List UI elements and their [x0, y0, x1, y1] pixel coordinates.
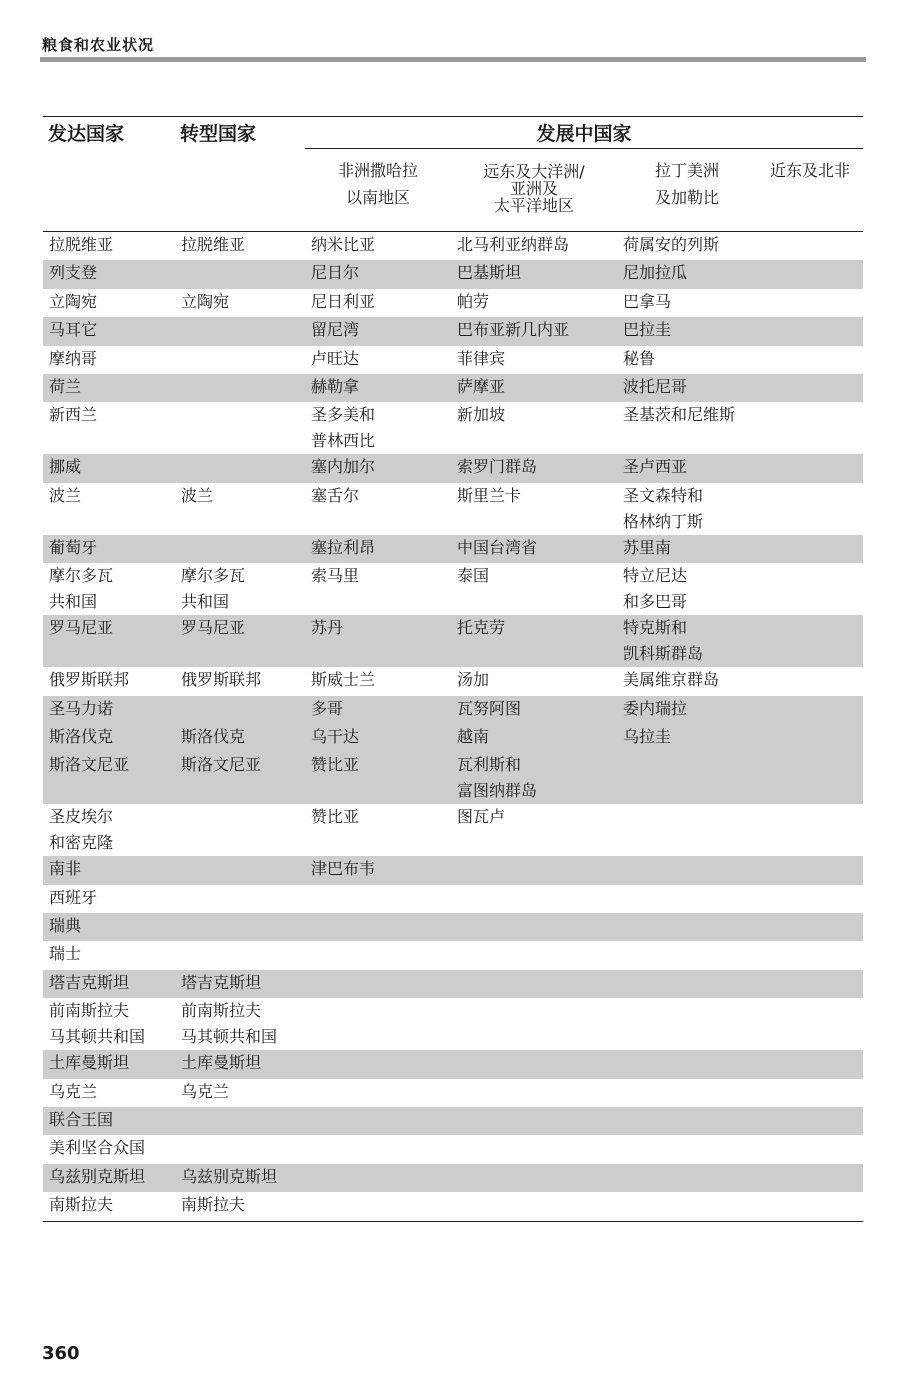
cell-latin-america: 乌拉圭	[617, 724, 757, 752]
cell-latin-america	[617, 998, 757, 1050]
cell-sub-saharan-africa: 赞比亚	[305, 752, 451, 804]
cell-latin-america: 巴拉圭	[617, 317, 757, 345]
cell-sub-saharan-africa: 乌干达	[305, 724, 451, 752]
cell-developed: 圣马力诺	[43, 696, 175, 724]
table-row	[43, 563, 863, 615]
cell-latin-america	[617, 1164, 757, 1192]
cell-sub-saharan-africa: 多哥	[305, 696, 451, 724]
cell-sub-saharan-africa	[305, 1164, 451, 1192]
cell-sub-saharan-africa: 尼日利亚	[311, 291, 376, 311]
cell-transition	[175, 696, 305, 724]
cell-developed: 土库曼斯坦	[43, 1050, 175, 1078]
cell-latin-america: 巴拿马	[623, 291, 672, 311]
subheader-asia-pacific-label: 远东及大洋洲/ 亚洲及 太平洋地区	[483, 162, 585, 215]
cell-near-east	[757, 374, 863, 402]
header-developed: 发达国家	[43, 117, 175, 232]
cell-latin-america: 秘鲁	[623, 348, 656, 368]
cell-latin-america	[617, 913, 757, 941]
cell-transition	[175, 913, 305, 941]
cell-developed: 立陶宛	[49, 291, 98, 311]
header-transition: 转型国家	[175, 117, 305, 232]
cell-sub-saharan-africa	[305, 913, 451, 941]
cell-transition: 乌兹别克斯坦	[175, 1164, 305, 1192]
cell-sub-saharan-africa: 卢旺达	[311, 348, 360, 368]
cell-sub-saharan-africa: 塞舌尔	[311, 485, 360, 505]
table-row	[43, 856, 863, 884]
cell-transition: 斯洛文尼亚	[175, 752, 305, 804]
cell-asia-pacific: 图瓦卢	[457, 807, 506, 827]
cell-near-east	[757, 454, 863, 482]
cell-transition	[175, 1107, 305, 1135]
table-row	[43, 260, 863, 288]
cell-latin-america: 特克斯和 凯科斯群岛	[617, 615, 757, 667]
cell-transition	[175, 941, 305, 969]
cell-near-east	[757, 615, 863, 667]
table-row	[43, 667, 863, 695]
cell-transition: 拉脱维亚	[181, 235, 246, 254]
cell-latin-america: 特立尼达 和多巴哥	[623, 566, 688, 612]
table-row	[43, 941, 863, 969]
cell-near-east	[757, 402, 863, 454]
cell-sub-saharan-africa: 圣多美和 普林西比	[311, 405, 376, 451]
cell-sub-saharan-africa: 苏丹	[305, 615, 451, 667]
table-row	[43, 615, 863, 667]
cell-latin-america: 苏里南	[617, 535, 757, 563]
cell-near-east	[757, 346, 863, 374]
cell-near-east	[757, 260, 863, 288]
cell-asia-pacific: 巴布亚新几内亚	[451, 317, 617, 345]
cell-transition	[175, 346, 305, 374]
cell-latin-america	[617, 941, 757, 969]
cell-asia-pacific: 索罗门群岛	[451, 454, 617, 482]
cell-near-east	[757, 289, 863, 317]
cell-developed: 乌兹别克斯坦	[43, 1164, 175, 1192]
subheader-near-east: 近东及北非	[757, 149, 863, 232]
cell-transition: 波兰	[181, 485, 214, 505]
cell-latin-america	[617, 970, 757, 998]
cell-latin-america	[617, 1135, 757, 1163]
cell-sub-saharan-africa: 赞比亚	[311, 807, 360, 827]
cell-sub-saharan-africa: 索马里	[311, 566, 360, 586]
cell-near-east	[757, 1135, 863, 1163]
cell-asia-pacific: 巴基斯坦	[451, 260, 617, 288]
cell-asia-pacific	[451, 1192, 617, 1221]
header-developing: 发展中国家	[305, 117, 863, 149]
cell-near-east	[757, 535, 863, 563]
subheader-latin-america: 拉丁美洲 及加勒比	[617, 149, 757, 232]
cell-sub-saharan-africa: 赫勒拿	[305, 374, 451, 402]
cell-sub-saharan-africa: 津巴布韦	[305, 856, 451, 884]
cell-developed: 西班牙	[49, 887, 98, 907]
table-row	[43, 454, 863, 482]
cell-asia-pacific	[451, 1164, 617, 1192]
cell-asia-pacific	[451, 941, 617, 969]
cell-developed: 罗马尼亚	[43, 615, 175, 667]
cell-transition	[175, 260, 305, 288]
cell-sub-saharan-africa	[305, 885, 451, 913]
table-body	[43, 232, 863, 1222]
cell-near-east	[757, 483, 863, 535]
cell-transition	[175, 1135, 305, 1163]
cell-asia-pacific	[451, 1079, 617, 1107]
table-row	[43, 913, 863, 941]
cell-asia-pacific: 托克劳	[451, 615, 617, 667]
header-rule	[40, 57, 866, 62]
cell-developed: 圣皮埃尔 和密克隆	[49, 807, 114, 853]
cell-sub-saharan-africa	[305, 1107, 451, 1135]
cell-developed: 塔吉克斯坦	[43, 970, 175, 998]
page-number: 360	[42, 1343, 80, 1364]
cell-asia-pacific: 汤加	[457, 670, 490, 690]
cell-transition: 斯洛伐克	[175, 724, 305, 752]
table-row	[43, 232, 863, 261]
cell-latin-america	[617, 1050, 757, 1078]
cell-sub-saharan-africa: 塞内加尔	[305, 454, 451, 482]
cell-asia-pacific: 瓦努阿图	[451, 696, 617, 724]
cell-latin-america: 尼加拉瓜	[617, 260, 757, 288]
cell-asia-pacific: 新加坡	[457, 405, 506, 425]
cell-developed: 乌克兰	[49, 1081, 98, 1101]
table-row	[43, 402, 863, 454]
cell-developed: 挪威	[43, 454, 175, 482]
cell-latin-america: 圣卢西亚	[617, 454, 757, 482]
cell-developed: 荷兰	[43, 374, 175, 402]
cell-developed: 斯洛文尼亚	[43, 752, 175, 804]
table-row	[43, 724, 863, 752]
cell-transition	[175, 317, 305, 345]
table-row	[43, 998, 863, 1050]
cell-developed: 列支登	[43, 260, 175, 288]
cell-transition: 塔吉克斯坦	[175, 970, 305, 998]
cell-sub-saharan-africa	[305, 1079, 451, 1107]
cell-asia-pacific: 瓦利斯和 富图纳群岛	[451, 752, 617, 804]
table-row	[43, 483, 863, 535]
cell-near-east	[757, 998, 863, 1050]
cell-asia-pacific	[451, 970, 617, 998]
cell-latin-america	[617, 752, 757, 804]
cell-transition: 土库曼斯坦	[175, 1050, 305, 1078]
cell-latin-america	[617, 856, 757, 884]
cell-transition: 乌克兰	[181, 1081, 230, 1101]
cell-asia-pacific: 北马利亚纳群岛	[457, 235, 570, 254]
cell-transition: 罗马尼亚	[175, 615, 305, 667]
cell-near-east	[757, 941, 863, 969]
cell-sub-saharan-africa: 塞拉利昂	[305, 535, 451, 563]
cell-sub-saharan-africa: 纳米比亚	[311, 235, 376, 254]
cell-developed: 马耳它	[43, 317, 175, 345]
table-row	[43, 1107, 863, 1135]
cell-near-east	[757, 1050, 863, 1078]
cell-latin-america: 美属维京群岛	[623, 670, 720, 690]
table-row	[43, 1192, 863, 1221]
cell-developed: 摩纳哥	[49, 348, 98, 368]
cell-transition: 立陶宛	[181, 291, 230, 311]
table-row	[43, 535, 863, 563]
cell-near-east	[757, 913, 863, 941]
cell-near-east	[757, 667, 863, 695]
cell-transition	[175, 804, 305, 856]
cell-asia-pacific: 斯里兰卡	[457, 485, 522, 505]
table-row	[43, 1050, 863, 1078]
cell-asia-pacific	[451, 1107, 617, 1135]
cell-transition	[175, 856, 305, 884]
cell-sub-saharan-africa	[305, 1050, 451, 1078]
cell-asia-pacific	[451, 1135, 617, 1163]
cell-near-east	[757, 317, 863, 345]
cell-developed: 瑞士	[49, 944, 82, 964]
cell-near-east	[757, 885, 863, 913]
cell-near-east	[757, 563, 863, 615]
cell-developed: 美利坚合众国	[49, 1138, 146, 1158]
table-row	[43, 1164, 863, 1192]
cell-latin-america: 荷属安的列斯	[623, 235, 720, 254]
table-row	[43, 970, 863, 998]
cell-transition: 摩尔多瓦 共和国	[181, 566, 246, 612]
cell-transition: 前南斯拉夫 马其顿共和国	[181, 1001, 278, 1047]
cell-developed: 前南斯拉夫 马其顿共和国	[49, 1001, 146, 1047]
cell-developed: 摩尔多瓦 共和国	[49, 566, 114, 612]
cell-near-east	[757, 804, 863, 856]
cell-sub-saharan-africa	[305, 970, 451, 998]
table-row	[43, 317, 863, 345]
cell-asia-pacific	[451, 913, 617, 941]
cell-sub-saharan-africa	[305, 941, 451, 969]
cell-near-east	[757, 1192, 863, 1221]
cell-developed: 南斯拉夫	[43, 1192, 175, 1221]
table-row	[43, 885, 863, 913]
running-title: 粮食和农业状况	[42, 36, 155, 54]
table-row	[43, 696, 863, 724]
cell-near-east	[757, 856, 863, 884]
cell-transition	[175, 374, 305, 402]
cell-sub-saharan-africa	[305, 1135, 451, 1163]
cell-near-east	[757, 1164, 863, 1192]
cell-asia-pacific	[451, 885, 617, 913]
cell-near-east	[757, 1079, 863, 1107]
cell-asia-pacific: 帕劳	[457, 291, 490, 311]
table-row	[43, 752, 863, 804]
subheader-sub-saharan-africa: 非洲撒哈拉 以南地区	[305, 149, 451, 232]
cell-asia-pacific: 中国台湾省	[451, 535, 617, 563]
cell-latin-america: 圣文森特和 格林纳丁斯	[623, 485, 704, 531]
cell-developed: 俄罗斯联邦	[49, 670, 130, 690]
cell-sub-saharan-africa: 斯威士兰	[311, 670, 376, 690]
cell-developed: 南非	[43, 856, 175, 884]
table-row	[43, 1135, 863, 1163]
cell-developed: 瑞典	[43, 913, 175, 941]
cell-latin-america	[617, 1107, 757, 1135]
cell-near-east	[757, 232, 863, 261]
cell-transition: 南斯拉夫	[175, 1192, 305, 1221]
cell-latin-america: 圣基茨和尼维斯	[623, 405, 736, 425]
cell-transition: 俄罗斯联邦	[181, 670, 262, 690]
cell-asia-pacific	[451, 856, 617, 884]
cell-asia-pacific	[451, 1050, 617, 1078]
cell-sub-saharan-africa	[305, 998, 451, 1050]
cell-developed: 波兰	[49, 485, 82, 505]
cell-near-east	[757, 970, 863, 998]
cell-asia-pacific: 萨摩亚	[451, 374, 617, 402]
cell-near-east	[757, 752, 863, 804]
cell-transition	[175, 454, 305, 482]
table-row	[43, 374, 863, 402]
cell-latin-america	[617, 804, 757, 856]
table-row	[43, 346, 863, 374]
cell-near-east	[757, 696, 863, 724]
cell-asia-pacific: 泰国	[457, 566, 490, 586]
cell-latin-america	[617, 1192, 757, 1221]
table-row	[43, 1079, 863, 1107]
table-row	[43, 289, 863, 317]
country-classification-table	[43, 116, 863, 1222]
cell-sub-saharan-africa: 尼日尔	[305, 260, 451, 288]
cell-near-east	[757, 1107, 863, 1135]
cell-latin-america: 委内瑞拉	[617, 696, 757, 724]
table-row	[43, 804, 863, 856]
cell-asia-pacific: 越南	[451, 724, 617, 752]
cell-asia-pacific	[451, 998, 617, 1050]
cell-sub-saharan-africa	[305, 1192, 451, 1221]
cell-transition	[175, 402, 305, 454]
cell-latin-america: 波托尼哥	[617, 374, 757, 402]
cell-developed: 葡萄牙	[43, 535, 175, 563]
cell-developed: 拉脱维亚	[49, 235, 114, 254]
cell-transition	[175, 885, 305, 913]
cell-sub-saharan-africa: 留尼湾	[305, 317, 451, 345]
subheader-asia-pacific	[451, 149, 617, 232]
cell-latin-america	[617, 1079, 757, 1107]
cell-transition	[175, 535, 305, 563]
cell-developed: 联合王国	[43, 1107, 175, 1135]
cell-developed: 斯洛伐克	[43, 724, 175, 752]
cell-latin-america	[617, 885, 757, 913]
cell-near-east	[757, 724, 863, 752]
cell-developed: 新西兰	[49, 405, 98, 425]
cell-asia-pacific: 菲律宾	[457, 348, 506, 368]
